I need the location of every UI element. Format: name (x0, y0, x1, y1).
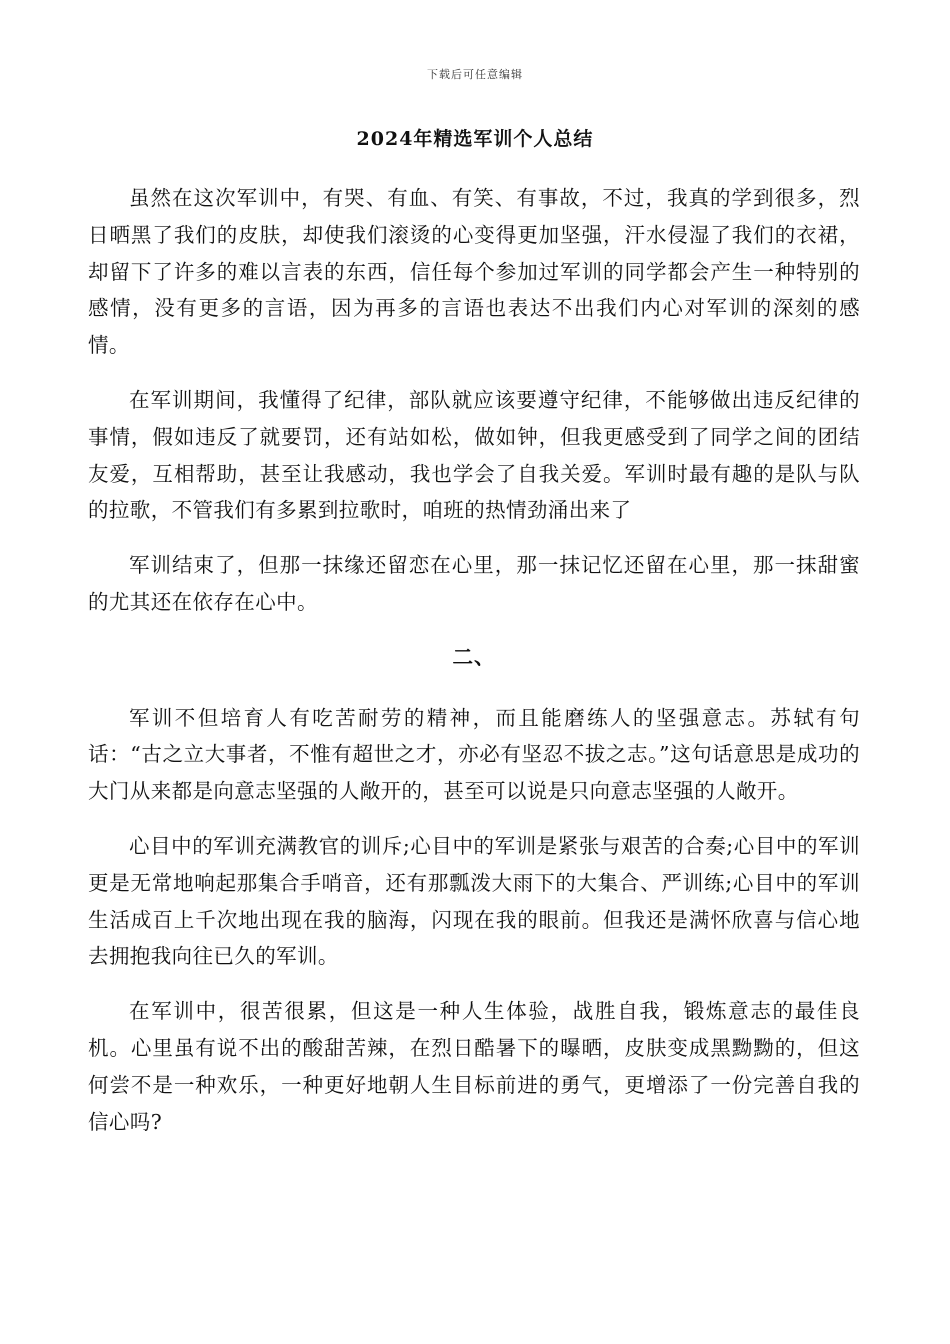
section-heading: 二、 (452, 644, 496, 669)
paragraph: 在军训中，很苦很累，但这是一种人生体验，战胜自我，锻炼意志的最佳良机。心里虽有说不出的酸甜苦辣，在烈日酷暑下的曝晒，皮肤变成黑黝黝的，但这何尝不是一种欢乐，一种更好地朝人生目标前进的勇气，更增添了一份完善自我的信心吗? (88, 999, 860, 1134)
header-note: 下载后可任意编辑 (427, 68, 523, 81)
paragraph: 心目中的军训充满教官的训斥;心目中的军训是紧张与艰苦的合奏;心目中的军训更是无常地响起那集合手哨音，还有那瓢泼大雨下的大集合、严训练;心目中的军训生活成百上千次地出现在我的脑海，闪现在我的眼前。但我还是满怀欣喜与信心地去拥抱我向往已久的军训。 (88, 833, 860, 969)
paragraph: 军训结束了，但那一抹缘还留恋在心里，那一抹记忆还留在心里，那一抹甜蜜的尤其还在依存在心中。 (88, 553, 860, 614)
paragraph: 虽然在这次军训中，有哭、有血、有笑、有事故，不过，我真的学到很多，烈日晒黑了我们的皮肤，却使我们滚烫的心变得更加坚强，汗水侵湿了我们的衣裙，却留下了许多的难以言表的东西，信任每个参加过军训的同学都会产生一种特别的感情，没有更多的言语，因为再多的言语也表达不出我们内心对军训的深刻的感情。 (88, 186, 860, 358)
document-title: 2024年精选军训个人总结 (356, 128, 594, 150)
paragraph: 军训不但培育人有吃苦耐劳的精神，而且能磨练人的坚强意志。苏轼有句话：“古之立大事者，不惟有超世之才，亦必有坚忍不拔之志。”这句话意思是成功的大门从来都是向意志坚强的人敞开的，甚至可以说是只向意志坚强的人敞开。 (88, 705, 860, 804)
document-body (88, 180, 860, 1158)
paragraph: 在军训期间，我懂得了纪律，部队就应该要遵守纪律，不能够做出违反纪律的事情，假如违反了就要罚，还有站如松，做如钟，但我更感受到了同学之间的团结友爱，互相帮助，甚至让我感动，我也学会了自我关爱。军训时最有趣的是队与队的拉歌，不管我们有多累到拉歌时，咱班的热情劲涌出来了 (88, 387, 860, 523)
